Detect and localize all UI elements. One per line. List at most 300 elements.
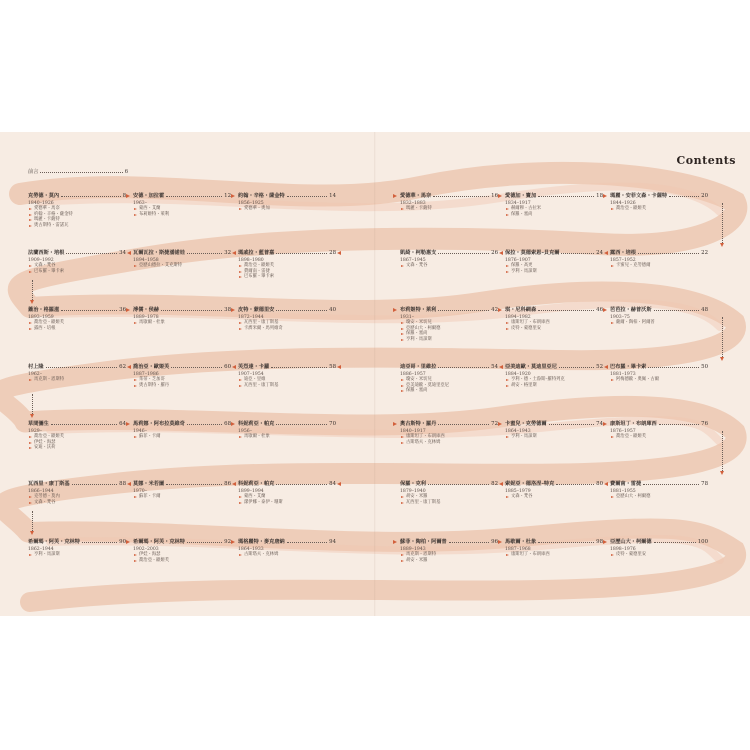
- entry-related-artist: 古斯塔夫・克林姆: [238, 552, 336, 557]
- entry-artist-name: 亞歷山大・柯爾德: [610, 539, 652, 545]
- entry-related-artist: 亨利・馬諦斯: [28, 552, 126, 557]
- entry-related-artist: 保羅・高更: [505, 263, 603, 268]
- entry-years: 1844–1926: [610, 200, 636, 206]
- contents-entry[interactable]: [28, 539, 126, 558]
- contents-entry[interactable]: [610, 421, 708, 440]
- entry-artist-name: 溥儒・侯赫: [133, 307, 159, 313]
- arrow-right-icon: [393, 194, 397, 198]
- entry-years: 1840–1926: [28, 200, 54, 206]
- entry-artist-name: 愛德加・竇加: [505, 193, 537, 199]
- entry-years: 1876–1957: [610, 428, 636, 434]
- entry-page-number: 80: [596, 481, 603, 487]
- leader-dots: [654, 308, 700, 311]
- entry-related-artist: 露西・培根: [28, 326, 126, 331]
- leader-dots: [51, 422, 117, 425]
- entry-related-artist: 薩爾・陶柏・阿爾普: [610, 320, 708, 325]
- contents-entry[interactable]: [610, 539, 708, 558]
- leader-dots: [438, 251, 489, 254]
- entry-page-number: 50: [701, 364, 708, 370]
- entry-related-artist: 胡安・格里斯: [505, 383, 603, 388]
- contents-entry[interactable]: [133, 481, 231, 500]
- entry-artist-name: 卡蜜兒・克勞德爾: [505, 421, 547, 427]
- entry-artist-name: 露西・培根: [610, 250, 636, 256]
- entry-page-number: 18: [596, 193, 603, 199]
- entry-artist-name: 迪亞哥・里維拉: [400, 364, 437, 370]
- contents-entry[interactable]: [610, 481, 708, 500]
- entry-years: 1862–1944: [28, 546, 54, 552]
- entry-related-artist: 康斯坦丁・布朗庫西: [505, 552, 603, 557]
- entry-related-artist: 迪亞・里維: [238, 377, 336, 382]
- entry-related-artist: 赫爾穆・古拉米: [505, 206, 603, 211]
- entry-page-number: 76: [701, 421, 708, 427]
- entry-related-artist: 保羅・塞尚: [505, 212, 603, 217]
- entry-related-artist: 喬治亞・歐姬芙: [610, 434, 708, 439]
- entry-page-number: 42: [491, 307, 498, 313]
- entry-related-artist: 約翰・辛格・薩金特: [28, 212, 126, 217]
- leader-dots: [161, 308, 222, 311]
- arrow-right-icon: [231, 422, 235, 426]
- leader-dots: [438, 365, 489, 368]
- entry-related-artist: 喬治亞・歐姬芙: [28, 434, 126, 439]
- entry-related-artist: 文森・梵谷: [28, 263, 126, 268]
- entry-page-number: 28: [329, 250, 336, 256]
- contents-entry[interactable]: [400, 481, 498, 505]
- preface-entry[interactable]: [28, 168, 128, 175]
- entry-page-number: 74: [596, 421, 603, 427]
- leader-dots: [538, 194, 594, 197]
- leader-dots: [171, 365, 222, 368]
- arrow-down-icon: [720, 357, 724, 361]
- leader-dots: [276, 308, 327, 311]
- entry-related-artist: 保羅・塞尚: [400, 331, 498, 336]
- entry-related-artist: 亨利・德・土魯斯–羅特列克: [505, 377, 603, 382]
- arrow-down-icon: [30, 531, 34, 535]
- contents-entry[interactable]: [400, 539, 498, 563]
- entry-related-artist: 卡蜜兒・克勞德爾: [610, 263, 708, 268]
- entry-page-number: 24: [596, 250, 603, 256]
- arrow-left-icon: [232, 365, 236, 369]
- leader-dots: [449, 540, 489, 543]
- entry-related-artist: 亨利・馬諦斯: [505, 269, 603, 274]
- entry-related-artist: 康斯坦丁・布朗庫西: [400, 434, 498, 439]
- arrow-down-icon: [720, 243, 724, 247]
- entry-years: 1893–1959: [28, 314, 54, 320]
- entry-page-number: 78: [701, 481, 708, 487]
- entry-related-artist: 亞歷山大・柯爾德: [610, 494, 708, 499]
- entry-years: 1864–1933: [238, 546, 264, 552]
- entry-related-artist: 亞美迪歐・莫迪里亞尼: [400, 383, 498, 388]
- entry-page-number: 70: [329, 421, 336, 427]
- entry-related-artist: 巴布羅・畢卡索: [238, 274, 336, 279]
- entry-years: 1903–75: [610, 314, 630, 320]
- connector-dots: [32, 280, 33, 300]
- entry-related-artist: 馬歇爾・杜象: [133, 320, 231, 325]
- contents-entry[interactable]: [400, 307, 498, 342]
- arrow-right-icon: [393, 540, 397, 544]
- entry-years: 1909–1992: [28, 257, 54, 263]
- arrow-left-icon: [337, 482, 341, 486]
- leader-dots: [166, 194, 222, 197]
- entry-years: 1840–1917: [400, 428, 426, 434]
- entry-related-artist: 瓦西里・康丁斯基: [238, 320, 336, 325]
- leader-dots: [276, 422, 327, 425]
- entry-related-artist: 文森・梵谷: [28, 500, 126, 505]
- leader-dots: [46, 365, 118, 368]
- entry-related-artist: 馬克斯・恩斯特: [28, 377, 126, 382]
- contents-entry[interactable]: [400, 250, 498, 269]
- connector-dots: [32, 394, 33, 414]
- entry-years: 1884–1920: [505, 371, 531, 377]
- leader-dots: [276, 482, 327, 485]
- entry-related-artist: 瓦西里・康丁斯基: [238, 383, 336, 388]
- entry-artist-name: 瓦爾瓦拉・斯捷潘諾娃: [133, 250, 185, 256]
- entry-artist-name: 亞美迪歐・莫迪里亞尼: [505, 364, 557, 370]
- arrow-right-icon: [126, 540, 130, 544]
- entry-artist-name: 村上隆: [28, 364, 44, 370]
- arrow-left-icon: [337, 365, 341, 369]
- entry-page-number: 8: [122, 193, 126, 199]
- arrow-right-icon: [498, 540, 502, 544]
- arrow-right-icon: [126, 422, 130, 426]
- contents-entry[interactable]: [133, 193, 231, 217]
- entry-artist-name: 馬歇爾・杜象: [505, 539, 537, 545]
- entry-years: 1857–1952: [610, 257, 636, 263]
- leader-dots: [559, 365, 594, 368]
- entry-years: 1889–1943: [400, 546, 426, 552]
- contents-entry[interactable]: [505, 421, 603, 440]
- entry-artist-name: 希爾瑪・阿芙・克林特: [28, 539, 80, 545]
- entry-page-number: 64: [119, 421, 126, 427]
- entry-page-number: 92: [224, 539, 231, 545]
- leader-dots: [659, 422, 699, 425]
- entry-page-number: 52: [596, 364, 603, 370]
- entry-page-number: 82: [491, 481, 498, 487]
- entry-artist-name: 索妮亞・德洛涅–特克: [505, 481, 555, 487]
- entry-page-number: 12: [224, 193, 231, 199]
- contents-entry[interactable]: [400, 364, 498, 394]
- arrow-left-icon: [232, 482, 236, 486]
- arrow-left-icon: [127, 482, 131, 486]
- contents-entry[interactable]: [133, 421, 231, 440]
- entry-related-artist: 費爾南・雷捷: [238, 269, 336, 274]
- entry-page-number: 36: [119, 307, 126, 313]
- arrow-right-icon: [603, 308, 607, 312]
- entry-artist-name: 蕭治・格羅滋: [28, 307, 60, 313]
- connector-dots: [722, 431, 723, 471]
- entry-artist-name: 凱綺・柯勒惠支: [400, 250, 437, 256]
- arrow-left-icon: [604, 482, 608, 486]
- entry-artist-name: 保拉・莫德索恩–貝克爾: [505, 250, 560, 256]
- entry-page-number: 34: [119, 250, 126, 256]
- entry-page-number: 72: [491, 421, 498, 427]
- contents-entry[interactable]: [133, 250, 231, 269]
- contents-entry[interactable]: [505, 539, 603, 558]
- entry-related-artist: 奧古斯特・羅丹: [133, 383, 231, 388]
- arrow-right-icon: [231, 308, 235, 312]
- arrow-right-icon: [603, 422, 607, 426]
- entry-related-artist: 蘇菲・卡爾: [133, 434, 231, 439]
- arrow-left-icon: [127, 251, 131, 255]
- entry-related-artist: 喬治亞・歐姬芙: [28, 320, 126, 325]
- entry-years: 1864–1943: [505, 428, 531, 434]
- entry-related-artist: 瑪麗・卡薩特: [28, 217, 126, 222]
- contents-entry[interactable]: [610, 364, 708, 383]
- entry-artist-name: 愛德華・馬奈: [400, 193, 432, 199]
- entry-years: 1866–1944: [28, 488, 54, 494]
- entry-years: 1889–1978: [133, 314, 159, 320]
- entry-related-artist: 布莉姬特・萊利: [133, 212, 231, 217]
- contents-entry[interactable]: [400, 193, 498, 212]
- entry-years: 1907–1954: [238, 371, 264, 377]
- entry-related-artist: 亨利・馬諦斯: [505, 434, 603, 439]
- entry-artist-name: 芭芭拉・赫普沃斯: [610, 307, 652, 313]
- entry-page-number: 100: [697, 539, 708, 545]
- leader-dots: [638, 251, 699, 254]
- arrow-left-icon: [499, 482, 503, 486]
- entry-page-number: 98: [596, 539, 603, 545]
- leader-dots: [549, 422, 595, 425]
- leader-dots: [556, 482, 594, 485]
- entry-page-number: 38: [224, 307, 231, 313]
- leader-dots: [654, 540, 696, 543]
- entry-artist-name: 喬治亞・歐姬芙: [133, 364, 170, 370]
- arrow-right-icon: [126, 194, 130, 198]
- entry-years: 1970–: [133, 488, 147, 494]
- entry-years: 1898–1976: [610, 546, 636, 552]
- leader-dots: [538, 540, 594, 543]
- contents-entry[interactable]: [28, 481, 126, 505]
- contents-entry[interactable]: [610, 307, 708, 326]
- entry-related-artist: 文森・梵谷: [400, 263, 498, 268]
- preface-page: 6: [124, 169, 128, 175]
- entry-related-artist: 蒙西・艾蘭: [238, 494, 336, 499]
- entry-years: 1963–: [133, 200, 147, 206]
- entry-years: 1834–1917: [505, 200, 531, 206]
- leader-dots: [187, 251, 222, 254]
- entry-years: 1832–1883: [400, 200, 426, 206]
- leader-dots: [561, 251, 594, 254]
- entry-page-number: 14: [329, 193, 336, 199]
- contents-entry[interactable]: [238, 193, 336, 212]
- contents-entry[interactable]: [28, 193, 126, 228]
- leader-dots: [40, 170, 122, 173]
- entry-page-number: 32: [224, 250, 231, 256]
- entry-artist-name: 科妮莉亞・帕克: [238, 481, 275, 487]
- arrow-right-icon: [393, 422, 397, 426]
- entry-years: 1946–: [133, 428, 147, 434]
- contents-entry[interactable]: [28, 364, 126, 383]
- connector-dots: [722, 203, 723, 243]
- entry-page-number: 40: [329, 307, 336, 313]
- leader-dots: [438, 422, 489, 425]
- entry-artist-name: 布莉姬特・萊利: [400, 307, 437, 313]
- entry-related-artist: 蒙西・艾蘭: [133, 206, 231, 211]
- entry-related-artist: 文森・梵谷: [505, 494, 603, 499]
- contents-entry[interactable]: [28, 250, 126, 274]
- page-gutter: [374, 132, 376, 616]
- entry-related-artist: 潔伊娜・泰伊・珊斯: [238, 500, 336, 505]
- entry-years: 1881–1973: [610, 371, 636, 377]
- arrow-left-icon: [499, 365, 503, 369]
- arrow-right-icon: [126, 308, 130, 312]
- contents-entry[interactable]: [505, 481, 603, 500]
- entry-years: 1867–1945: [400, 257, 426, 263]
- arrow-right-icon: [231, 540, 235, 544]
- entry-artist-name: 約翰・辛格・薩金特: [238, 193, 285, 199]
- leader-dots: [428, 482, 489, 485]
- entry-artist-name: 費爾南・雷捷: [610, 481, 642, 487]
- entry-page-number: 58: [329, 364, 336, 370]
- entry-page-number: 22: [701, 250, 708, 256]
- contents-entry[interactable]: [505, 193, 603, 217]
- entry-related-artist: 愛德華・奧加: [238, 206, 336, 211]
- leader-dots: [287, 194, 327, 197]
- entry-related-artist: 安迪・沃荷: [28, 445, 126, 450]
- entry-page-number: 90: [119, 539, 126, 545]
- entry-related-artist: 胡安・米羅: [400, 494, 498, 499]
- entry-related-artist: 喬治亞・歐姬芙: [133, 558, 231, 563]
- entry-related-artist: 亞歷山德拉・艾克斯特: [133, 263, 231, 268]
- contents-entry[interactable]: [133, 539, 231, 563]
- entry-related-artist: 巴布羅・畢卡索: [28, 269, 126, 274]
- entry-artist-name: 草間彌生: [28, 421, 49, 427]
- entry-related-artist: 瓦西里・康丁斯基: [400, 500, 498, 505]
- arrow-left-icon: [499, 251, 503, 255]
- leader-dots: [72, 482, 118, 485]
- entry-years: 1929–: [28, 428, 42, 434]
- preface-label: 前言: [28, 169, 39, 175]
- contents-entry[interactable]: [238, 421, 336, 440]
- entry-page-number: 96: [491, 539, 498, 545]
- entry-related-artist: 蘇菲・卡爾: [133, 494, 231, 499]
- arrow-down-icon: [30, 300, 34, 304]
- arrow-right-icon: [498, 308, 502, 312]
- entry-related-artist: 伊娃・海瑟: [28, 440, 126, 445]
- entry-years: 1881–1955: [610, 488, 636, 494]
- arrow-left-icon: [232, 251, 236, 255]
- entry-related-artist: 胡安・米羅: [400, 558, 498, 563]
- entry-artist-name: 皮特・蒙德里安: [238, 307, 275, 313]
- contents-entry[interactable]: [28, 421, 126, 451]
- entry-years: 1962–: [28, 371, 42, 377]
- contents-entry[interactable]: [505, 250, 603, 274]
- leader-dots: [433, 194, 489, 197]
- entry-related-artist: 瓊安・米切兒: [400, 320, 498, 325]
- entry-years: 1887–1968: [505, 546, 531, 552]
- entry-artist-name: 蘇菲・陶柏・阿爾普: [400, 539, 447, 545]
- entry-years: 1894–1982: [505, 314, 531, 320]
- entry-related-artist: 皮特・蒙德里安: [505, 326, 603, 331]
- entry-related-artist: 瑪麗・卡薩特: [400, 206, 498, 211]
- leader-dots: [276, 251, 327, 254]
- arrow-left-icon: [337, 251, 341, 255]
- leader-dots: [648, 365, 699, 368]
- entry-years: 1887–1986: [133, 371, 159, 377]
- entry-years: 1856–1925: [238, 200, 264, 206]
- entry-page-number: 20: [701, 193, 708, 199]
- entry-page-number: 60: [224, 364, 231, 370]
- book-spread: [0, 132, 750, 616]
- entry-related-artist: 伊娃・海瑟: [133, 552, 231, 557]
- entry-page-number: 88: [119, 481, 126, 487]
- arrow-right-icon: [603, 194, 607, 198]
- entry-page-number: 26: [491, 250, 498, 256]
- entry-related-artist: 馬歇爾・杜象: [238, 434, 336, 439]
- entry-years: 1902–2003: [133, 546, 159, 552]
- arrow-right-icon: [498, 422, 502, 426]
- arrow-left-icon: [604, 251, 608, 255]
- contents-entry[interactable]: [400, 421, 498, 445]
- entry-page-number: 86: [224, 481, 231, 487]
- entry-artist-name: 奧古斯特・羅丹: [400, 421, 437, 427]
- leader-dots: [166, 482, 222, 485]
- entry-years: 1879–1940: [400, 488, 426, 494]
- contents-entry[interactable]: [238, 481, 336, 505]
- entry-artist-name: 安德・加拉霍: [133, 193, 165, 199]
- contents-entry[interactable]: [28, 307, 126, 331]
- entry-artist-name: 瑪麗・安菲文森・卡薩特: [610, 193, 668, 199]
- entry-artist-name: 康斯坦丁・布朗庫西: [610, 421, 657, 427]
- entry-page-number: 68: [224, 421, 231, 427]
- arrow-right-icon: [498, 194, 502, 198]
- entry-related-artist: 克勞德・莫內: [28, 494, 126, 499]
- arrow-left-icon: [127, 365, 131, 369]
- leader-dots: [82, 540, 117, 543]
- entry-artist-name: 芙烈達・卡蘿: [238, 364, 270, 370]
- entry-page-number: 62: [119, 364, 126, 370]
- contents-entry[interactable]: [238, 364, 336, 388]
- entry-related-artist: 阿梅德歐・奧佩・古爾: [610, 377, 708, 382]
- entry-related-artist: 奧古斯特・雷諾瓦: [28, 223, 126, 228]
- entry-artist-name: 莫娜・米若圖: [133, 481, 165, 487]
- contents-title: Contents: [676, 154, 736, 167]
- entry-related-artist: 茱蒂・芝加哥: [133, 377, 231, 382]
- contents-entry[interactable]: [238, 307, 336, 331]
- entry-years: 1885–1979: [505, 488, 531, 494]
- leader-dots: [643, 482, 699, 485]
- entry-years: 1872–1944: [238, 314, 264, 320]
- entry-years: 1894–1958: [133, 257, 159, 263]
- contents-entry[interactable]: [610, 193, 708, 212]
- entry-page-number: 46: [596, 307, 603, 313]
- entry-years: 1886–1957: [400, 371, 426, 377]
- leader-dots: [271, 365, 327, 368]
- contents-entry[interactable]: [505, 307, 603, 331]
- contents-entry[interactable]: [610, 250, 708, 269]
- entry-related-artist: 喬治亞・歐姬芙: [610, 206, 708, 211]
- contents-entry[interactable]: [505, 364, 603, 388]
- entry-artist-name: 瑪戚拉・藍普嘉: [238, 250, 275, 256]
- arrow-down-icon: [30, 414, 34, 418]
- entry-artist-name: 保羅・克利: [400, 481, 426, 487]
- leader-dots: [61, 308, 117, 311]
- entry-page-number: 84: [329, 481, 336, 487]
- entry-artist-name: 巴布羅・畢卡索: [610, 364, 647, 370]
- contents-entry[interactable]: [238, 250, 336, 280]
- entry-related-artist: 喬治亞・歐姬芙: [238, 263, 336, 268]
- entry-related-artist: 馬克斯・恩斯特: [400, 552, 498, 557]
- contents-entry[interactable]: [238, 539, 336, 558]
- entry-years: 1956–: [238, 428, 252, 434]
- entry-years: 1899–1994: [238, 488, 264, 494]
- leader-dots: [66, 251, 117, 254]
- contents-entry[interactable]: [133, 364, 231, 388]
- leader-dots: [187, 540, 222, 543]
- leader-dots: [287, 540, 327, 543]
- entry-artist-name: 希爾瑪・阿芙・克林特: [133, 539, 185, 545]
- contents-entry[interactable]: [133, 307, 231, 326]
- arrow-right-icon: [603, 540, 607, 544]
